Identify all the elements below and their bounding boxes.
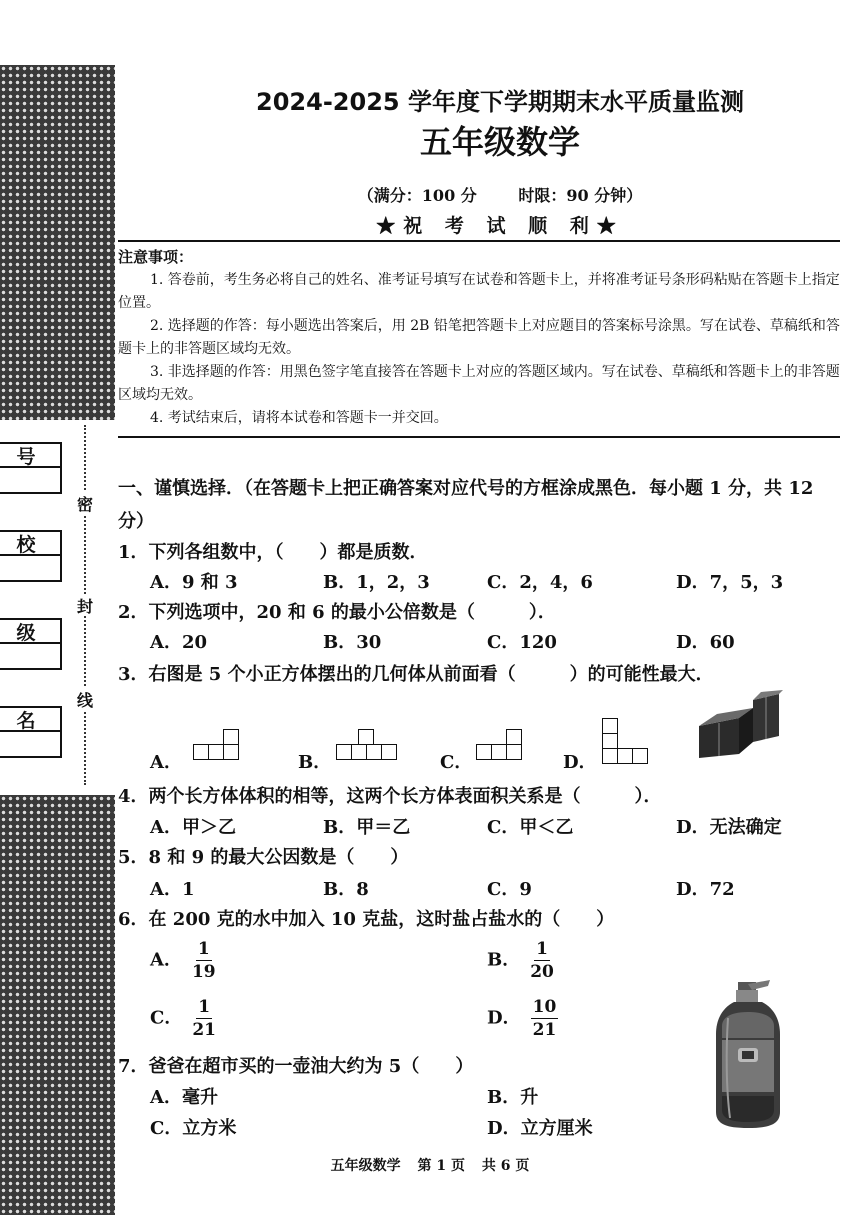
page-footer — [0, 1155, 860, 1175]
cube-solid-figure — [695, 690, 785, 760]
numerator: 1 — [198, 997, 211, 1017]
notice-item: 3. 非选择题的作答：用黑色签字笔直接答在答题卡上对应的答题区域内。写在试卷、草稿纸和答题卡上的非答题区域均无效。 — [118, 364, 840, 403]
q6-option-c — [150, 996, 216, 1041]
rule-top — [118, 240, 840, 242]
name-label: 名 — [0, 706, 62, 732]
footer-total: 共 6 页 — [481, 1158, 530, 1174]
q7-option-a: A．毫升 — [150, 1087, 218, 1108]
q3-option-a: A． — [150, 752, 182, 773]
q5-option-b: B．8 — [323, 879, 369, 900]
q6-option-b — [487, 938, 554, 983]
denominator: 21 — [192, 1020, 216, 1040]
fraction — [192, 938, 216, 983]
question-3: 3．右图是 5 个小正方体摆出的几何体从前面看（ ）的可能性最大． — [118, 664, 714, 685]
q6-option-a — [150, 938, 216, 983]
fraction — [531, 996, 559, 1041]
exam-title: 2024-2025 学年度下学期期末水平质量监测 — [256, 88, 744, 116]
q4-option-d: D．无法确定 — [676, 817, 782, 838]
question-6: 6．在 200 克的水中加入 10 克盐，这时盐占盐水的（ ） — [118, 909, 615, 930]
q3-option-d: D． — [563, 752, 597, 773]
notice-item: 2. 选择题的作答：每小题选出答案后，用 2B 铅笔把答题卡上对应题目的答案标号涂黑。写在试卷、草稿纸和答题卡上的非答题区域均无效。 — [118, 318, 840, 357]
q3-figure-d — [602, 716, 652, 768]
q5-option-d: D．72 — [676, 879, 735, 900]
q1-option-d: D．7，5，3 — [676, 572, 784, 593]
footer-subject: 五年级数学 — [330, 1158, 401, 1174]
notice-item: 4. 考试结束后，请将本试卷和答题卡一并交回。 — [150, 410, 448, 426]
rule-bottom — [118, 436, 840, 438]
exam-number-box — [0, 468, 62, 494]
question-5: 5．8 和 9 的最大公因数是（ ） — [118, 847, 409, 868]
q1-option-c: C．2，4，6 — [487, 572, 593, 593]
notice-item: 1. 答卷前，考生务必将自己的姓名、准考证号填写在试卷和答题卡上，并将准考证号条形码粘贴在答题卡上指定位置。 — [118, 272, 840, 311]
school-label: 校 — [0, 530, 62, 556]
class-box — [0, 644, 62, 670]
exam-subject: 五年级数学 — [419, 123, 580, 161]
q3-figure-a — [193, 728, 253, 768]
seal-char-feng: 封 — [76, 594, 94, 616]
seal-char-xian: 线 — [76, 688, 94, 710]
q6-option-d-label: D． — [487, 1007, 521, 1029]
q6-option-b-label: B． — [487, 949, 521, 971]
exam-meta — [150, 183, 850, 206]
question-1: 1．下列各组数中，（ ）都是质数． — [118, 542, 428, 563]
section-heading: 一、谨慎选择．（在答题卡上把正确答案对应代号的方框涂成黑色．每小题 1 分，共 12 分） — [118, 478, 814, 532]
q1-option-a: A．9 和 3 — [150, 572, 238, 593]
q2-option-d: D．60 — [676, 632, 735, 653]
fraction — [530, 938, 554, 983]
good-luck-banner: ★祝 考 试 顺 利★ — [376, 215, 624, 237]
q7-option-d: D．立方厘米 — [487, 1118, 593, 1139]
q2-option-b: B．30 — [323, 632, 382, 653]
denominator: 19 — [191, 962, 216, 982]
q4-option-a: A．甲＞乙 — [150, 817, 236, 838]
q7-option-b: B．升 — [487, 1087, 539, 1108]
school-box — [0, 556, 62, 582]
q3-figure-c — [476, 728, 526, 768]
numerator: 1 — [197, 939, 210, 959]
question-7: 7．爸爸在超市买的一壶油大约为 5（ ） — [118, 1056, 474, 1077]
q6-option-c-label: C． — [150, 1007, 183, 1029]
q7-option-c: C．立方米 — [150, 1118, 237, 1139]
q3-figure-b — [336, 728, 400, 768]
notice-block — [118, 246, 840, 430]
q4-option-c: C．甲＜乙 — [487, 817, 574, 838]
class-label: 级 — [0, 618, 62, 644]
denominator: 20 — [530, 962, 554, 982]
q2-option-c: C．120 — [487, 632, 557, 653]
question-2: 2．下列选项中，20 和 6 的最小公倍数是（ ）． — [118, 602, 556, 623]
fraction — [192, 996, 216, 1041]
q6-option-a-label: A． — [150, 949, 182, 971]
name-box — [0, 732, 62, 758]
question-4: 4．两个长方体体积的相等，这两个长方体表面积关系是（ ）． — [118, 786, 662, 807]
denominator: 21 — [532, 1020, 557, 1040]
numerator: 1 — [536, 939, 548, 959]
numerator: 10 — [532, 997, 557, 1017]
notice-title: 注意事项： — [118, 248, 194, 266]
exam-number-label: 号 — [0, 442, 62, 468]
time-limit: 时限：90 分钟） — [518, 186, 643, 205]
seal-char-mi: 密 — [76, 492, 94, 514]
q3-option-c: C． — [440, 752, 473, 773]
binding-pattern-bottom — [0, 795, 115, 1215]
q6-option-d — [487, 996, 558, 1041]
q3-option-b: B． — [298, 752, 332, 773]
q5-option-a: A．1 — [150, 879, 195, 900]
full-score: （满分：100 分 — [357, 186, 477, 205]
binding-pattern-top — [0, 65, 115, 420]
q2-option-a: A．20 — [150, 632, 208, 653]
oil-bottle-picture — [708, 978, 788, 1130]
footer-page: 第 1 页 — [417, 1158, 465, 1174]
q1-option-b: B．1，2，3 — [323, 572, 430, 593]
q4-option-b: B．甲＝乙 — [323, 817, 411, 838]
q5-option-c: C．9 — [487, 879, 532, 900]
